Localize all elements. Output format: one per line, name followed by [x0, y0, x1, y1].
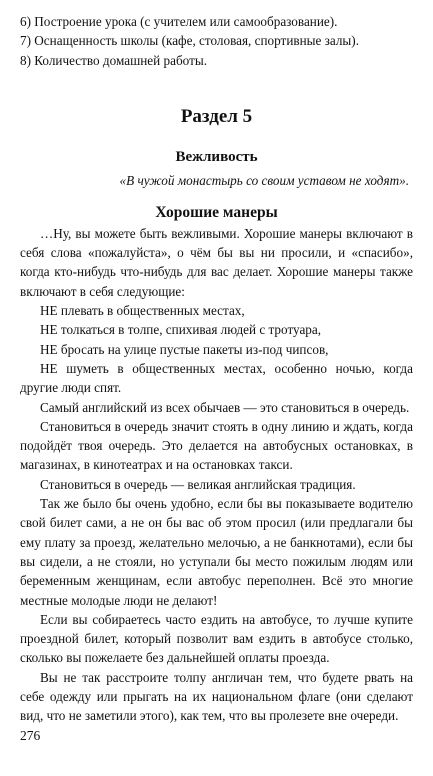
paragraph: Так же было бы очень удобно, если бы вы показываете водителю свой билет сами, а не он бы вас об этом просил (или предлагали бы ему плату за проезд, желательно мелочью, а не банкнотами), если бы вы сидели, а не стояли, но уступали бы место пожилым людям или беременным женщинам, если автобус переполнен. Всё это многие местные молодые люди не делают!: [20, 496, 413, 608]
paragraph: Становиться в очередь — великая английская традиция.: [40, 476, 356, 492]
page-number: 276: [20, 728, 41, 743]
section-title: Раздел 5: [180, 105, 253, 127]
page-content: [20, 12, 413, 726]
paragraph: Самый английский из всех обычаев — это становиться в очередь.: [40, 399, 410, 415]
body-text: [20, 224, 413, 726]
list-item: 8) Количество домашней работы.: [20, 52, 208, 68]
paragraph: Если вы собираетесь часто ездить на автобусе, то лучше купите проездной билет, который позволит вам ездить в автобусе столько, сколько вы пожелаете без дальнейшей оплаты проезда.: [20, 611, 413, 666]
paragraph: НЕ плевать в общественных местах,: [40, 303, 245, 319]
subtitle: Хорошие манеры: [155, 203, 278, 221]
paragraph: НЕ толкаться в толпе, спихивая людей с тротуара,: [40, 322, 322, 338]
paragraph: НЕ бросать на улице пустые пакеты из-под чипсов,: [40, 341, 329, 357]
paragraph: НЕ шуметь в общественных местах, особенно ночью, когда другие люди спят.: [20, 360, 413, 396]
paragraph: Становиться в очередь значит стоять в одну линию и ждать, когда подойдёт твоя очередь. Это делается на автобусных остановках, в магазинах, в кинотеатрах и на остановках такси.: [20, 418, 413, 473]
list-item: 7) Оснащенность школы (кафе, столовая, спортивные залы).: [20, 33, 359, 49]
epigraph: «В чужой монастырь со своим уставом не ходят».: [119, 172, 409, 188]
paragraph: Вы не так расстроите толпу англичан тем, что будете рвать на себе одежду или прыгать на их национальном флаге (они сделают вид, что не заметили этого), как тем, что вы пролезете вне очереди.: [20, 669, 413, 724]
paragraph: …Ну, вы можете быть вежливыми. Хорошие манеры включают в себя слова «пожалуйста», о чём бы вы ни просили, и «спасибо», когда кто-нибудь что-нибудь для вас делает. Хорошие манеры также включают в себя следующие:: [20, 225, 413, 299]
list-item: 6) Построение урока (с учителем или самообразование).: [20, 14, 338, 29]
chapter-title: Вежливость: [175, 148, 258, 165]
